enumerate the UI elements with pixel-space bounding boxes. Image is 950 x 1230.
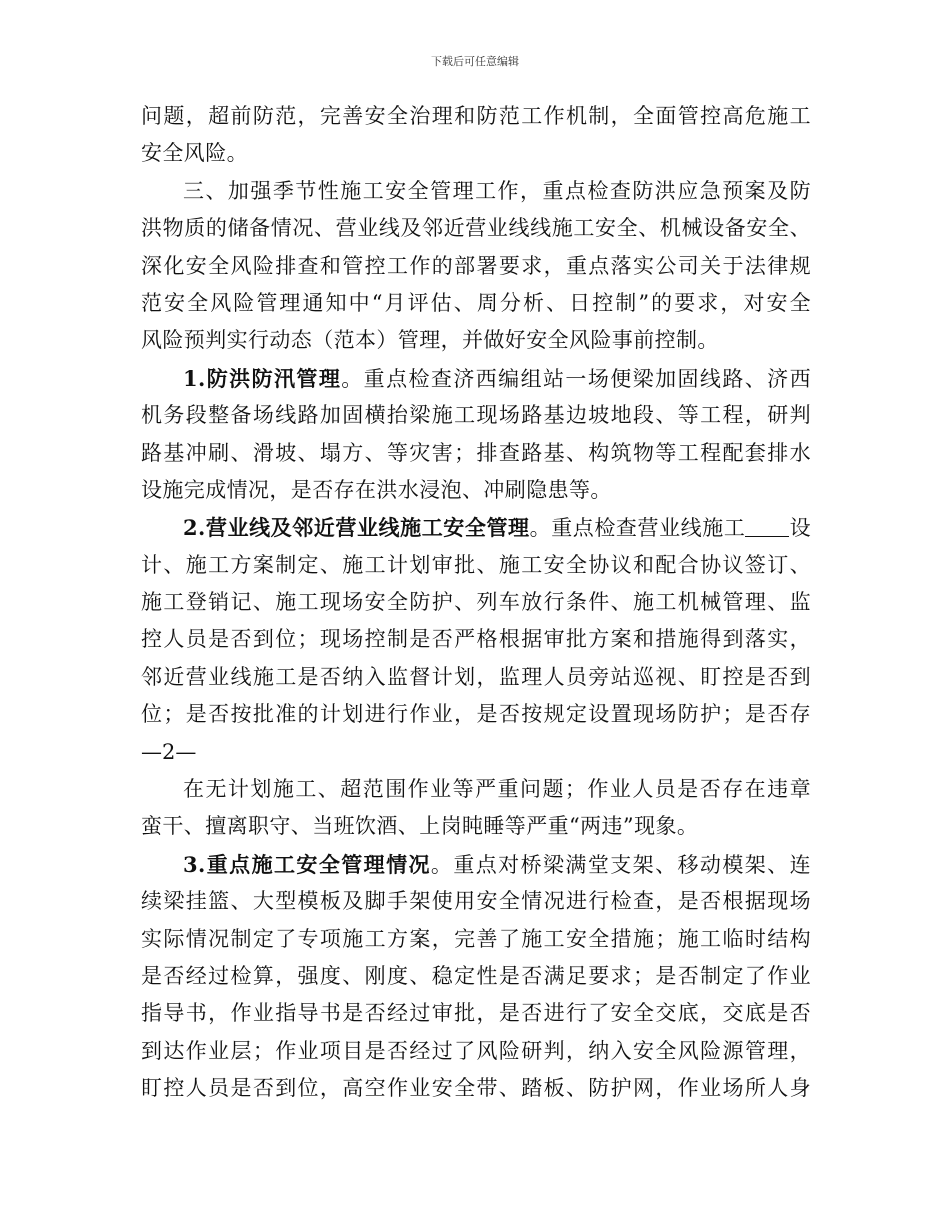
- text-line: 在无计划施工、超范围作业等严重问题；作业人员是否存在违章: [183, 777, 811, 802]
- section-three-heading-line: 三、加强季节性施工安全管理工作，重点检查防洪应急预案及防: [183, 178, 811, 203]
- text-line: 安全风险。: [141, 141, 248, 166]
- text-line: 蛮干、擅离职守、当班饮酒、上岗盹睡等严重“两违”现象。: [141, 814, 699, 839]
- text-line: 施工登销记、施工现场安全防护、列车放行条件、施工机械管理、监: [141, 590, 811, 615]
- item-three-first-line-rest: 。重点对桥梁满堂支架、移动模架、连: [430, 852, 811, 877]
- text-line: 风险预判实行动态（范本）管理，并做好安全风险事前控制。: [141, 328, 719, 353]
- text-line: 指导书，作业指导书是否经过审批，是否进行了安全交底，交底是否: [141, 1001, 811, 1026]
- item-three-first-line: [141, 846, 811, 883]
- text-line: 邻近营业线施工是否纳入监督计划，监理人员旁站巡视、盯控是否到: [141, 664, 811, 689]
- item-two-first-line-tail: 设: [789, 516, 812, 541]
- item-three-heading: 3.重点施工安全管理情况: [183, 851, 431, 877]
- text-line: 位；是否按批准的计划进行作业，是否按规定设置现场防护；是否存: [141, 702, 811, 727]
- text-line: 路基冲刷、滑坡、塌方、等灾害；排查路基、构筑物等工程配套排水: [141, 440, 811, 465]
- text-line: 控人员是否到位；现场控制是否严格根据审批方案和措施得到落实，: [141, 627, 811, 652]
- text-line: 续梁挂篮、大型模板及脚手架使用安全情况进行检查，是否根据现场: [141, 889, 811, 914]
- item-two-heading: 2.营业线及邻近营业线施工安全管理: [183, 515, 530, 541]
- text-line: 设施完成情况，是否存在洪水浸泡、冲刷隐患等。: [141, 477, 612, 502]
- text-line: 范安全风险管理通知中“月评估、周分析、日控制”的要求，对安全: [141, 290, 811, 315]
- text-line: 洪物质的储备情况、营业线及邻近营业线线施工安全、机械设备安全、: [141, 216, 811, 241]
- fill-blank: [745, 516, 789, 537]
- text-line: 深化安全风险排查和管控工作的部署要求，重点落实公司关于法律规: [141, 253, 811, 278]
- item-one-heading: 1.防洪防汛管理: [183, 365, 342, 391]
- item-two-first-line: [141, 509, 811, 546]
- header-note: 下载后可任意编辑: [431, 55, 519, 68]
- text-line: 问题，超前防范，完善安全治理和防范工作机制，全面管控高危施工: [141, 104, 811, 128]
- text-line: 到达作业层；作业项目是否经过了风险研判，纳入安全风险源管理，: [141, 1038, 811, 1063]
- text-line: 是否经过检算，强度、刚度、稳定性是否满足要求；是否制定了作业: [141, 963, 811, 988]
- text-line: 盯控人员是否到位，高空作业安全带、踏板、防护网，作业场所人身: [141, 1076, 811, 1101]
- text-line: 机务段整备场线路加固横抬梁施工现场路基边坡地段、等工程，研判: [141, 403, 811, 428]
- text-line: 实际情况制定了专项施工方案，完善了施工安全措施；施工临时结构: [141, 926, 811, 951]
- text-line: 计、施工方案制定、施工计划审批、施工安全协议和配合协议签订、: [141, 552, 811, 577]
- item-two-first-line-rest: 。重点检查营业线施工: [529, 516, 746, 541]
- item-one-first-line-rest: 。重点检查济西编组站一场便梁加固线路、济西: [341, 366, 811, 391]
- item-one-first-line: [141, 360, 811, 397]
- document-page: [141, 98, 811, 1108]
- page-number: —2—: [141, 739, 197, 764]
